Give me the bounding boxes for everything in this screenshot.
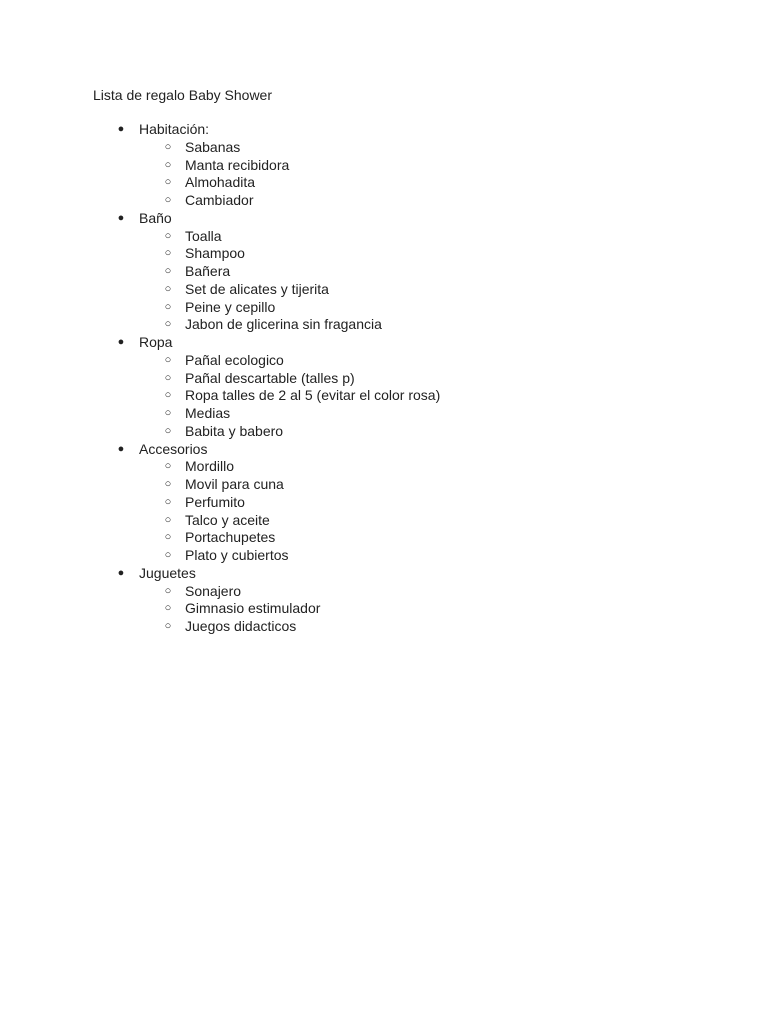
circle-bullet-icon: ○ [164,424,172,437]
list-item-label: Manta recibidora [185,156,290,173]
circle-bullet-icon: ○ [164,531,172,544]
circle-bullet-icon: ○ [164,371,172,384]
circle-bullet-icon: ○ [164,158,172,171]
list-item-label: Plato y cubiertos [185,547,289,563]
category-label: Baño [139,209,172,226]
category-label: Ropa [139,334,173,350]
list-item-label: Medias [185,405,231,421]
category-label: Habitación: [139,121,210,137]
list-item-label: Bañera [185,263,231,279]
list-item-label: Perfumito [185,493,245,510]
circle-bullet-icon: ○ [164,602,172,615]
circle-bullet-icon: ○ [164,300,172,313]
category-label: Accesorios [139,440,208,457]
circle-bullet-icon: ○ [164,389,172,402]
circle-bullet-icon: ○ [164,229,172,242]
document-title: Lista de regalo Baby Shower [93,87,272,103]
list-item-label: Set de alicates y tijerita [185,280,329,297]
circle-bullet-icon: ○ [164,353,172,366]
circle-bullet-icon: ○ [164,247,172,260]
bullet-icon: ● [117,442,125,455]
circle-bullet-icon: ○ [164,460,172,473]
list-item-label: Toalla [185,227,222,244]
circle-bullet-icon: ○ [164,513,172,526]
list-item-label: Peine y cepillo [185,298,276,315]
list-item-label: Movil para cuna [185,476,284,492]
circle-bullet-icon: ○ [164,549,172,561]
list-item-label: Pañal ecologico [185,351,284,368]
circle-bullet-icon: ○ [164,407,172,419]
circle-bullet-icon: ○ [164,495,172,508]
list-item-label: Cambiador [185,192,254,208]
circle-bullet-icon: ○ [164,478,172,490]
list-item-label: Portachupetes [185,529,276,546]
list-item-label: Sonajero [185,582,242,599]
list-item-label: Pañal descartable (talles p) [185,369,355,386]
circle-bullet-icon: ○ [164,140,172,153]
list-item-label: Juegos didacticos [185,618,297,634]
bullet-icon: ● [117,566,125,579]
list-item-label: Almohadita [185,174,256,191]
bullet-icon: ● [117,211,125,224]
circle-bullet-icon: ○ [164,584,172,597]
list-item-label: Jabon de glicerina sin fragancia [185,316,382,333]
list-item-label: Ropa talles de 2 al 5 (evitar el color rosa) [185,387,441,404]
list-item-label: Talco y aceite [185,511,270,528]
list-item-label: Mordillo [185,458,235,475]
list-item-label: Sabanas [185,138,241,155]
list-item-label: Gimnasio estimulador [185,600,321,617]
bullet-icon: ● [117,336,125,348]
circle-bullet-icon: ○ [164,318,172,331]
category-label: Juguetes [139,564,196,581]
list-item-label: Shampoo [185,245,245,262]
circle-bullet-icon: ○ [164,176,172,189]
circle-bullet-icon: ○ [164,282,172,295]
circle-bullet-icon: ○ [164,194,172,206]
circle-bullet-icon: ○ [164,265,172,277]
list-item-label: Babita y babero [185,422,284,439]
circle-bullet-icon: ○ [164,620,172,632]
bullet-icon: ● [117,123,125,135]
